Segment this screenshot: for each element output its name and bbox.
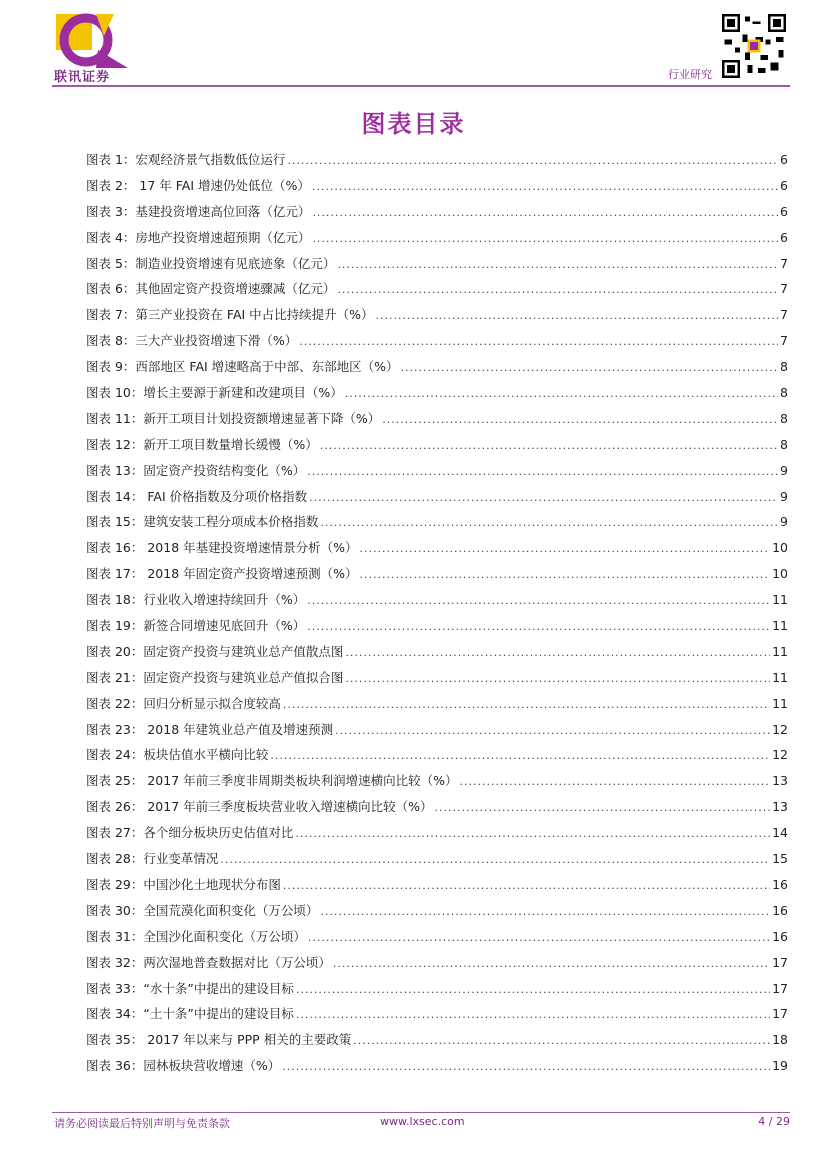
toc-entry[interactable] [86, 538, 788, 564]
toc-entry-label: 图表 29：中国沙化土地现状分布图 [86, 876, 281, 892]
toc-entry-label: 图表 7：第三产业投资在 FAI 中占比持续提升（%） [86, 307, 374, 323]
toc-leader-dots [309, 491, 778, 504]
toc-leader-dots [320, 905, 770, 918]
toc-entry[interactable] [86, 383, 788, 409]
toc-entry[interactable] [86, 642, 788, 668]
toc-entry-label: 图表 8：三大产业投资增速下滑（%） [86, 333, 298, 349]
toc-leader-dots [307, 594, 770, 607]
toc-entry-page: 17 [772, 980, 788, 996]
toc-entry[interactable] [86, 1004, 788, 1030]
toc-leader-dots [460, 775, 771, 788]
toc-entry-label: 图表 24：板块估值水平横向比较 [86, 747, 269, 763]
toc-entry[interactable] [86, 901, 788, 927]
toc-entry-page: 8 [780, 436, 788, 452]
toc-entry-label: 图表 32：两次湿地普查数据对比（万公顷） [86, 954, 331, 970]
toc-leader-dots [307, 465, 778, 478]
toc-entry-page: 9 [780, 462, 788, 478]
footer-page-number: 4 / 29 [758, 1115, 790, 1128]
page-title: 图表目录 [361, 110, 466, 138]
toc-entry-page: 8 [780, 385, 788, 401]
toc-entry[interactable] [86, 409, 788, 435]
toc-entry-label: 图表 19：新签合同增速见底回升（%） [86, 618, 306, 634]
toc-entry-page: 17 [772, 954, 788, 970]
toc-leader-dots [308, 931, 770, 944]
toc-entry-label: 图表 36：园林板块营收增速（%） [86, 1058, 281, 1074]
toc-entry-page: 7 [780, 307, 788, 323]
qr-code-icon [722, 14, 786, 78]
toc-entry-label: 图表 2： 17 年 FAI 增速仍处低位（%） [86, 177, 310, 193]
toc-leader-dots [283, 698, 770, 711]
toc-entry[interactable] [86, 305, 788, 331]
toc-entry[interactable] [86, 590, 788, 616]
toc-entry[interactable] [86, 254, 788, 280]
toc-entry-page: 19 [772, 1058, 788, 1074]
toc-entry-label: 图表 21：固定资产投资与建筑业总产值拟合图 [86, 669, 344, 685]
toc-entry-label: 图表 27：各个细分板块历史估值对比 [86, 825, 294, 841]
toc-entry-page: 16 [772, 902, 788, 918]
toc-leader-dots [312, 206, 778, 219]
table-of-figures [86, 150, 788, 1082]
toc-entry-page: 12 [772, 721, 788, 737]
toc-entry[interactable] [86, 668, 788, 694]
toc-entry-page: 6 [780, 177, 788, 193]
toc-entry[interactable] [86, 823, 788, 849]
toc-leader-dots [320, 439, 778, 452]
toc-entry[interactable] [86, 461, 788, 487]
toc-leader-dots [220, 853, 770, 866]
toc-leader-dots [353, 1034, 770, 1047]
footer-website: www.lxsec.com [380, 1115, 465, 1128]
toc-entry-label: 图表 28：行业变革情况 [86, 851, 219, 867]
toc-entry-label: 图表 25： 2017 年前三季度非周期类板块利润增速横向比较（%） [86, 773, 458, 789]
toc-entry-label: 图表 14： FAI 价格指数及分项价格指数 [86, 488, 308, 504]
toc-entry[interactable] [86, 797, 788, 823]
toc-entry-page: 9 [780, 488, 788, 504]
toc-entry-page: 13 [772, 773, 788, 789]
toc-entry[interactable] [86, 279, 788, 305]
header-divider [52, 85, 790, 87]
toc-entry-label: 图表 17： 2018 年固定资产投资增速预测（%） [86, 566, 358, 582]
toc-leader-dots [312, 180, 778, 193]
toc-entry[interactable] [86, 771, 788, 797]
toc-leader-dots [435, 801, 771, 814]
toc-entry-label: 图表 9：西部地区 FAI 增速略高于中部、东部地区（%） [86, 359, 399, 375]
toc-entry[interactable] [86, 150, 788, 176]
toc-leader-dots [376, 309, 779, 322]
toc-entry-page: 11 [772, 695, 788, 711]
toc-entry[interactable] [86, 953, 788, 979]
toc-leader-dots [320, 516, 778, 529]
toc-leader-dots [299, 335, 778, 348]
toc-leader-dots [270, 749, 770, 762]
toc-entry-label: 图表 23： 2018 年建筑业总产值及增速预测 [86, 721, 334, 737]
toc-entry-page: 13 [772, 799, 788, 815]
toc-entry[interactable] [86, 616, 788, 642]
toc-entry[interactable] [86, 979, 788, 1005]
toc-leader-dots [287, 154, 778, 167]
toc-entry-page: 8 [780, 410, 788, 426]
toc-entry-label: 图表 3：基建投资增速高位回落（亿元） [86, 203, 311, 219]
toc-entry[interactable] [86, 720, 788, 746]
toc-entry[interactable] [86, 331, 788, 357]
logo-text: 联讯证券 [54, 70, 111, 85]
toc-leader-dots [283, 879, 770, 892]
footer-divider [52, 1112, 790, 1113]
toc-entry-label: 图表 1：宏观经济景气指数低位运行 [86, 152, 286, 167]
section-label: 行业研究 [668, 68, 712, 81]
toc-entry-page: 9 [780, 514, 788, 530]
toc-entry-label: 图表 33：“水十条”中提出的建设目标 [86, 980, 294, 996]
toc-leader-dots [345, 672, 770, 685]
toc-entry-label: 图表 5：制造业投资增速有见底迹象（亿元） [86, 255, 336, 271]
toc-leader-dots [296, 983, 770, 996]
toc-entry-page: 11 [772, 669, 788, 685]
toc-entry[interactable] [86, 176, 788, 202]
toc-leader-dots [282, 1060, 770, 1073]
toc-entry-page: 8 [780, 359, 788, 375]
toc-entry[interactable] [86, 849, 788, 875]
toc-entry-label: 图表 34：“土十条”中提出的建设目标 [86, 1006, 294, 1022]
toc-entry[interactable] [86, 564, 788, 590]
toc-leader-dots [401, 361, 779, 374]
toc-entry-page: 15 [772, 851, 788, 867]
toc-leader-dots [307, 620, 770, 633]
toc-entry-page: 12 [772, 747, 788, 763]
toc-entry[interactable] [86, 228, 788, 254]
toc-leader-dots [312, 232, 778, 245]
toc-leader-dots [295, 827, 770, 840]
toc-entry-label: 图表 16： 2018 年基建投资增速情景分析（%） [86, 540, 358, 556]
toc-entry-label: 图表 31：全国沙化面积变化（万公顷） [86, 928, 306, 944]
toc-entry[interactable] [86, 487, 788, 513]
toc-entry[interactable] [86, 694, 788, 720]
toc-leader-dots [335, 724, 770, 737]
toc-leader-dots [337, 283, 778, 296]
toc-entry-page: 6 [780, 203, 788, 219]
toc-entry-label: 图表 35： 2017 年以来与 PPP 相关的主要政策 [86, 1032, 352, 1048]
toc-entry-label: 图表 6：其他固定资产投资增速骤减（亿元） [86, 281, 336, 297]
toc-entry[interactable] [86, 1056, 788, 1082]
toc-entry-page: 14 [772, 825, 788, 841]
toc-entry-page: 10 [772, 540, 788, 556]
toc-leader-dots [382, 413, 778, 426]
toc-entry-page: 6 [780, 229, 788, 245]
toc-entry-label: 图表 26： 2017 年前三季度板块营业收入增速横向比较（%） [86, 799, 433, 815]
toc-leader-dots [296, 1008, 770, 1021]
toc-entry[interactable] [86, 435, 788, 461]
toc-entry[interactable] [86, 927, 788, 953]
toc-entry-page: 11 [772, 618, 788, 634]
toc-entry-label: 图表 18：行业收入增速持续回升（%） [86, 592, 306, 608]
toc-entry[interactable] [86, 202, 788, 228]
toc-entry-label: 图表 11：新开工项目计划投资额增速显著下降（%） [86, 410, 381, 426]
toc-entry-page: 11 [772, 643, 788, 659]
toc-entry-page: 11 [772, 592, 788, 608]
toc-entry[interactable] [86, 512, 788, 538]
toc-leader-dots [360, 568, 771, 581]
toc-entry-label: 图表 13：固定资产投资结构变化（%） [86, 462, 306, 478]
toc-leader-dots [360, 542, 771, 555]
toc-entry-page: 17 [772, 1006, 788, 1022]
toc-entry[interactable] [86, 357, 788, 383]
toc-entry[interactable] [86, 875, 788, 901]
toc-entry-label: 图表 30：全国荒漠化面积变化（万公顷） [86, 902, 319, 918]
toc-entry-page: 16 [772, 876, 788, 892]
toc-leader-dots [333, 957, 770, 970]
toc-leader-dots [345, 646, 770, 659]
toc-entry[interactable] [86, 1030, 788, 1056]
toc-entry-label: 图表 4：房地产投资增速超预期（亿元） [86, 229, 311, 245]
toc-entry-page: 7 [780, 255, 788, 271]
toc-entry-page: 18 [772, 1032, 788, 1048]
toc-entry-label: 图表 20：固定资产投资与建筑业总产值散点图 [86, 643, 344, 659]
toc-entry-label: 图表 22：回归分析显示拟合度较高 [86, 695, 281, 711]
toc-entry-label: 图表 10：增长主要源于新建和改建项目（%） [86, 385, 343, 401]
toc-entry[interactable] [86, 745, 788, 771]
toc-entry-page: 16 [772, 928, 788, 944]
toc-entry-page: 6 [780, 152, 788, 167]
toc-entry-label: 图表 12：新开工项目数量增长缓慢（%） [86, 436, 318, 452]
toc-leader-dots [337, 258, 778, 271]
toc-entry-page: 7 [780, 333, 788, 349]
toc-entry-page: 10 [772, 566, 788, 582]
toc-entry-page: 7 [780, 281, 788, 297]
toc-leader-dots [345, 387, 778, 400]
footer-disclaimer: 请务必阅读最后特别声明与免责条款 [54, 1117, 230, 1130]
toc-entry-label: 图表 15：建筑安装工程分项成本价格指数 [86, 514, 319, 530]
